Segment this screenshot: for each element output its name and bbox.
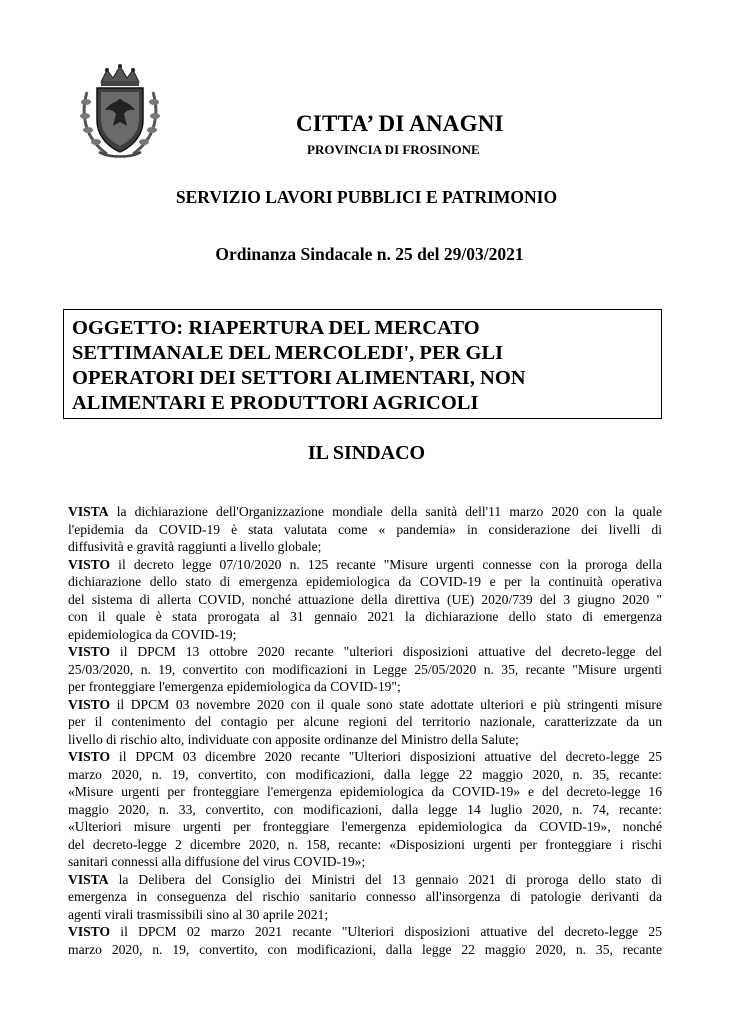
paragraph-keyword: VISTA xyxy=(68,504,109,519)
mayor-heading: IL SINDACO xyxy=(307,442,426,464)
paragraph-line: per il contenimento del contagio per alcune regioni del territorio nazionale, caratterizzate da un xyxy=(68,714,662,729)
paragraph-line: livello di rischio alto, individuate con apposite ordinanze del Ministro della Salute; xyxy=(68,731,519,747)
paragraph-keyword: VISTA xyxy=(68,871,109,887)
paragraph-keyword: VISTO xyxy=(68,924,111,939)
subject-box xyxy=(63,309,662,419)
paragraph-keyword: VISTO xyxy=(68,556,111,572)
province-subtitle: PROVINCIA DI FROSINONE xyxy=(307,142,480,157)
paragraph-line: «Ulteriori misure urgenti per fronteggiare l'emergenza epidemiologica da COVID-19», nonché xyxy=(68,819,662,834)
paragraph-line xyxy=(68,871,662,889)
coat-of-arms-emblem xyxy=(77,62,163,162)
paragraph-line: sanitari connessi alla diffusione del virus COVID-19»; xyxy=(68,854,366,869)
paragraph-line: «Misure urgenti per fronteggiare l'emergenza epidemiologica da COVID-19» e del decreto-legge 16 xyxy=(68,784,662,799)
paragraph-line: l'epidemia da COVID-19 è stata valutata come « pandemia» in considerazione dei livelli di xyxy=(68,521,662,537)
paragraph-text: la dichiarazione dell'Organizzazione mondiale della sanità dell'11 marzo 2020 con la quale xyxy=(108,504,662,519)
paragraph-line: marzo 2020, n. 19, convertito, con modificazioni, dalla legge 22 maggio 2020, n. 35, recante: xyxy=(68,766,662,782)
paragraph-line xyxy=(68,748,662,766)
paragraph-text: il decreto legge 07/10/2020 n. 125 recante "Misure urgenti connesse con la proroga della xyxy=(110,556,662,572)
paragraph-line xyxy=(68,556,662,574)
paragraph-keyword: VISTO xyxy=(68,696,111,712)
paragraph-text: il DPCM 03 novembre 2020 con il quale sono state adottate ulteriori e più stringenti misure xyxy=(110,696,662,712)
paragraph-line xyxy=(68,503,662,521)
paragraph-line: agenti virali trasmissibili sino al 30 aprile 2021; xyxy=(68,906,329,922)
paragraph-keyword: VISTO xyxy=(68,644,111,659)
subject-line: OGGETTO: RIAPERTURA DEL MERCATO xyxy=(72,317,480,339)
paragraph-text: il DPCM 02 marzo 2021 recante "Ulteriori disposizioni attuative del decreto-legge 25 xyxy=(110,924,662,939)
paragraph-line: 25/03/2020, n. 19, convertito con modificazioni in Legge 25/05/2020 n. 35, recante "Misure urgenti xyxy=(68,661,662,677)
paragraph-line xyxy=(68,696,662,714)
paragraph-text: la Delibera del Consiglio dei Ministri del 13 gennaio 2021 di proroga dello stato di xyxy=(108,871,662,887)
ordinance-heading: Ordinanza Sindacale n. 25 del 29/03/2021 xyxy=(215,244,524,264)
paragraph-line: maggio 2020, n. 33, convertito, con modificazioni, dalla legge 14 luglio 2020, n. 74, recante: xyxy=(68,801,662,817)
paragraph-keyword: VISTO xyxy=(68,749,111,764)
body-text xyxy=(68,503,662,958)
city-title: CITTA’ DI ANAGNI xyxy=(296,111,504,136)
paragraph-text: il DPCM 03 dicembre 2020 recante "Ulteriori disposizioni attuative del decreto-legge 25 xyxy=(110,749,662,764)
paragraph-line: epidemiologica da COVID-19; xyxy=(68,626,237,642)
paragraph-line: dichiarazione dello stato di emergenza epidemiologica da COVID-19 e per la continuità operativa xyxy=(68,574,662,589)
subject-line: ALIMENTARI E PRODUTTORI AGRICOLI xyxy=(72,392,479,414)
subject-line: OPERATORI DEI SETTORI ALIMENTARI, NON xyxy=(72,367,526,389)
paragraph-line: del sistema di allerta COVID, nonché attuazione della direttiva (UE) 2020/739 del 3 giugno 2020 " xyxy=(68,591,662,607)
service-heading: SERVIZIO LAVORI PUBBLICI E PATRIMONIO xyxy=(175,187,558,207)
paragraph-line: con il quale è stata prorogata al 31 gennaio 2021 la dichiarazione dello stato di emergenza xyxy=(68,609,662,624)
paragraph-line xyxy=(68,643,662,661)
paragraph-line: del decreto-legge 2 dicembre 2020, n. 158, recante: «Disposizioni urgenti per fronteggiare i rischi xyxy=(68,836,662,852)
paragraph-line: per fronteggiare l'emergenza epidemiologica da COVID-19"; xyxy=(68,679,401,694)
paragraph-line: emergenza in conseguenza del rischio sanitario connesso all'insorgenza di patologie derivanti da xyxy=(68,889,662,904)
subject-line: SETTIMANALE DEL MERCOLEDI', PER GLI xyxy=(72,342,504,364)
paragraph-line xyxy=(68,923,662,941)
paragraph-line: diffusività e gravità raggiunti a livello globale; xyxy=(68,539,322,554)
paragraph-line: marzo 2020, n. 19, convertito, con modificazioni, dalla legge 22 maggio 2020, n. 35, recante xyxy=(68,941,662,957)
paragraph-text: il DPCM 13 ottobre 2020 recante "ulteriori disposizioni attuative del decreto-legge del xyxy=(110,644,662,659)
